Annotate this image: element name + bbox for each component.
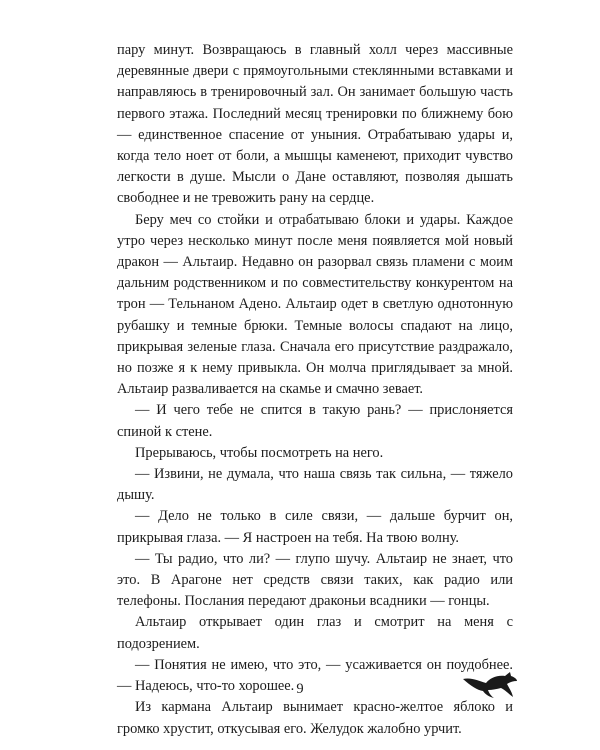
paragraph-9: — Понятия не имею, что это, — усаживается он поудобнее. — Надеюсь, что-то хорошее.	[117, 656, 513, 695]
paragraph-10: Из кармана Альтаир вынимает красно-желтое яблоко и громко хрустит, откусывая его. Желудок жалобно урчит.	[117, 699, 513, 737]
paragraph-4: Прерываюсь, чтобы посмотреть на него.	[135, 444, 384, 461]
page-number: 9	[296, 681, 304, 697]
paragraph-3: — И чего тебе не спится в такую рань? — прислоняется спиной к стене.	[117, 402, 513, 440]
paragraph-2: Беру меч со стойки и отрабатываю блоки и удары. Каждое утро через несколько минут после меня появляется мой новый дракон — Альтаир. Недавно он разорвал связь пламени с моим дальним родственником и по совместительству конкурентом на трон — Тельнаном Адено. Альтаир одет в светлую однотонную рубашку и темные брюки. Темные волосы спадают на лицо, прикрывая зеленые глаза. Сначала его присутствие раздражало, но позже я к нему привыкла. Он молча приглядывает за мной. Альтаир разваливается на скамье и смачно зевает.	[117, 211, 513, 398]
paragraph-7: — Ты радио, что ли? — глупо шучу. Альтаир не знает, что это. В Арагоне нет средств связи таких, как радио или телефоны. Послания передают драконьи всадники — гонцы.	[117, 550, 513, 610]
paragraph-8: Альтаир открывает один глаз и смотрит на меня с подозрением.	[117, 614, 513, 652]
paragraph-5: — Извини, не думала, что наша связь так сильна, — тяжело дышу.	[117, 466, 513, 504]
dragon-icon	[462, 670, 518, 700]
paragraph-1: пару минут. Возвращаюсь в главный холл через массивные деревянные двери с прямоугольными стеклянными вставками и направляюсь в тренировочный зал. Он занимает большую часть первого этажа. Последний месяц тренировки по ближнему бою — единственное спасение от уныния. Отрабатываю удары и, когда тело ноет от боли, а мышцы каменеют, приходит чувство легкости в душе. Мысли о Дане оставляют, позволяя дышать свободнее и не тревожить рану на сердце.	[117, 42, 513, 207]
paragraph-6: — Дело не только в силе связи, — дальше бурчит он, прикрывая глаза. — Я настроен на тебя. На твою волну.	[117, 508, 513, 546]
body-text	[117, 40, 513, 740]
